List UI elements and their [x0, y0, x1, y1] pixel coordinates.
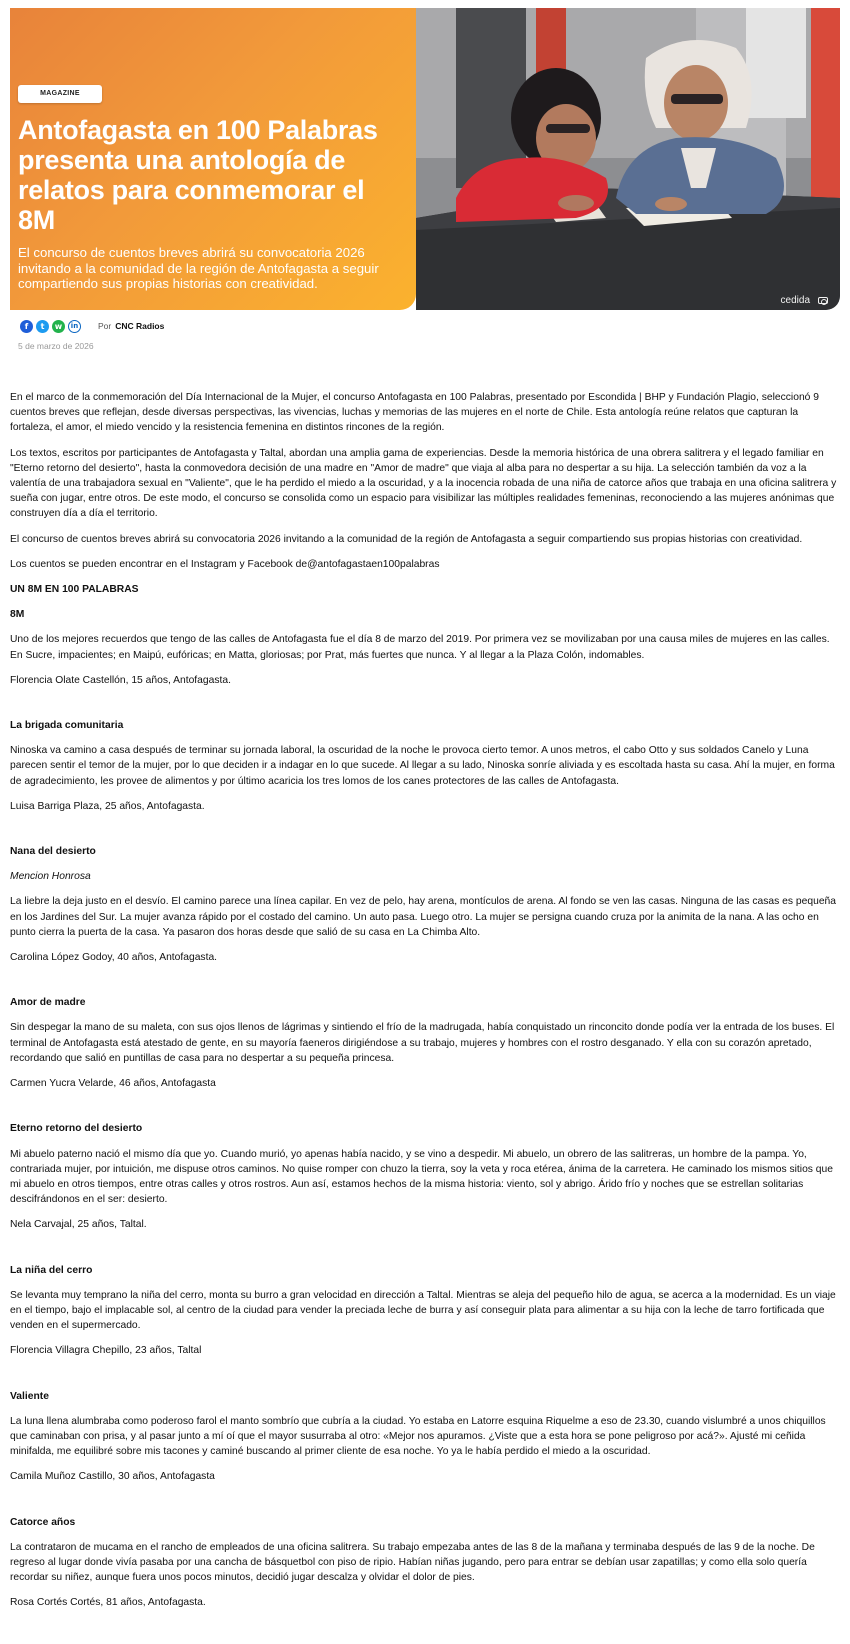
story-title: La brigada comunitaria [10, 720, 124, 732]
story-title: Eterno retorno del desierto [10, 1123, 143, 1135]
story-author: Carmen Yucra Velarde, 46 años, Antofagasta [10, 1078, 216, 1090]
story-body: La luna llena alumbraba como poderoso farol el manto sombrío que cubría a la ciudad. Yo estaba en Latorre esquina Riquelme a eso de 23.30, cuando vislumbré a unos chiquillos que caminaban con prisa, y al pasar junto a mí oí que el mayor susurraba al otro: «Mejor nos apuramos. ¿Viste que a esta hora se pone peligroso por acá?». Ajusté mi ceñida minifalda, me equilibré sobre mis tacones y caminé buscando al primer cliente de esa noche. Yo ya le había perdido el miedo a la oscuridad. [10, 1415, 826, 1458]
article-title: Antofagasta en 100 Palabras presenta una antología de relatos para conmemorar el 8M [18, 115, 378, 235]
intro-paragraph: Los cuentos se pueden encontrar en el Instagram y Facebook de@antofagastaen100palabras [10, 558, 440, 570]
category-badge[interactable]: MAGAZINE [18, 85, 102, 103]
photo-credit: cedida [780, 295, 810, 306]
intro-paragraph: En el marco de la conmemoración del Día Internacional de la Mujer, el concurso Antofagasta en 100 Palabras, presentado por Escondida | BHP y Fundación Plagio, seleccionó 9 cuentos breves que reflejan, desde diversas perspectivas, las vivencias, luchas y memorias de las mujeres en el norte de Chile. Esta antología reúne relatos que capturan la fortaleza, el amor, el miedo vencido y la resistencia femenina en distintos rincones de la región. [10, 392, 819, 434]
story-title: Valiente [10, 1390, 49, 1402]
story-title: Catorce años [10, 1516, 76, 1528]
story-body: Ninoska va camino a casa después de terminar su jornada laboral, la oscuridad de la noche le provoca cierto temor. A unos metros, el cabo Otto y sus soldados Canelo y Luna parecen sentir el temor de la mujer, por lo que deciden ir a indagar en lo que sucede. Al llegar a su lado, Ninoska sonríe aliviada y es escoltada hasta su casa. Ahí la mujer, en forma de agradecimiento, les provee de alimentos y por último acaricia los tres lomos de los canes protectores de las calles de Antofagasta. [10, 745, 835, 787]
story-author: Florencia Villagra Chepillo, 23 años, Taltal [10, 1345, 202, 1357]
story-body: La liebre la deja justo en el desvío. El camino parece una línea capilar. En vez de pelo, hay arena, montículos de arena. Al fondo se ven las casas. Ninguna de las casas es pequeña en los Jardines del Sur. La mujer avanza rápido por el costado del camino. Un auto pasa. Luego otro. La mujer se persigna cuando cruza por la animita de la nana. A las ocho en punto cierra la puerta de la casa. Ya pasaron dos horas desde que salió de su casa en La Chimba Alto. [10, 896, 836, 938]
story-author: Carolina López Godoy, 40 años, Antofagasta. [10, 952, 218, 964]
intro-paragraph: El concurso de cuentos breves abrirá su convocatoria 2026 invitando a la comunidad de la región de Antofagasta a seguir compartiendo sus propias historias con creatividad. [10, 533, 803, 545]
story-body: Mi abuelo paterno nació el mismo día que yo. Cuando murió, yo apenas había nacido, y se vino a despedir. Mi abuelo, un obrero de las salitreras, un hombre de la pampa. Yo, contrariada mujer, por intuición, me dispuse otros caminos. No quise romper con chuzo la tierra, soy la veta y roca etérea, ánima de la carretera. He caminado los mismos sitios que mi abuelo en otros tiempos, entre otras calles y otros rostros. Aun así, estamos hechos de la misma historia: viento, sol y abrigo. Árido frío y noches que se estrellan solitarias descifrándonos en el ser: desierto. [10, 1148, 833, 1206]
story-author: Nela Carvajal, 25 años, Taltal. [10, 1219, 147, 1231]
story-title: Nana del desierto [10, 846, 96, 858]
section-heading: UN 8M EN 100 PALABRAS [10, 584, 139, 596]
linkedin-icon[interactable]: in [68, 320, 81, 333]
twitter-icon[interactable]: t [36, 320, 49, 333]
article-body [10, 390, 840, 1621]
hero-banner [10, 8, 840, 310]
story-author: Luisa Barriga Plaza, 25 años, Antofagasta. [10, 800, 205, 812]
story-body: Sin despegar la mano de su maleta, con sus ojos llenos de lágrimas y sintiendo el frío de la madrugada, había conquistado un rinconcito donde podía ver la entrada de los buses. El terminal de Antofagasta está atestado de gente, en su mayoría faeneros dirigiéndose a su trabajo, mujeres y hombres con el rostro desganado. Y ella con su corazón apretado, recordando que salió en puntillas de casa para no despertar a su pequeña princesa. [10, 1022, 835, 1064]
intro-paragraph: Los textos, escritos por participantes de Antofagasta y Taltal, abordan una amplia gama de experiencias. Desde la memoria histórica de una obrera salitrera y el legado familiar en "Eterno retorno del desierto", hasta la conmovedora decisión de una madre en "Amor de madre" que viaja al alba para no despertar a su hija. La selección también da voz a la valentía de una trabajadora sexual en "Valiente", que le ha perdido el miedo a la oscuridad, y a la inocencia robada de una niña de catorce años que trabaja en una oficina salitrera y sueña con jugar, entre otros. De este modo, el concurso se consolida como un espacio para visibilizar las múltiples realidades femeninas, reconociendo a las mujeres anónimas que construyen día a día el territorio. [10, 447, 837, 520]
story-mention: Mencion Honrosa [10, 871, 91, 883]
story-title: Amor de madre [10, 997, 86, 1009]
story-body: Uno de los mejores recuerdos que tengo de las calles de Antofagasta fue el día 8 de marzo del 2019. Por primera vez se movilizaban por una causa miles de mujeres en las calles. En Sucre, impacientes; en Maipú, eufóricas; en Matta, gloriosas; por Prat, más fuertes que nunca. Y al llegar a la Plaza Colón, indomables. [10, 634, 830, 661]
story-body: La contrataron de mucama en el rancho de empleados de una oficina salitrera. Su trabajo empezaba antes de las 8 de la mañana y terminaba después de las 9 de la noche. De regreso al lugar donde vivía pasaba por una cancha de básquetbol con piso de ripio. Habían niñas jugando, pero para entrar se debían usar zapatillas; y como ella solo quería recordar su niñez, aunque fuera unos pocos minutos, decidió jugar descalza y olvidar el dolor de pies. [10, 1541, 815, 1584]
photo-illustration [416, 8, 840, 310]
byline-label: Por [98, 321, 112, 331]
byline [20, 318, 164, 334]
story-body: Se levanta muy temprano la niña del cerro, monta su burro a gran velocidad en dirección a Taltal. Mientras se aleja del pequeño hilo de agua, se acerca a la modernidad. Es un viaje en el tiempo, bajo el implacable sol, al centro de la ciudad para vender la preciada leche de burra y así conseguir plata para alimentar a su hija con la leche de tarro fortificada que venden en el supermercado. [10, 1289, 836, 1332]
publish-date: 5 de marzo de 2026 [18, 341, 94, 351]
author-name[interactable]: CNC Radios [115, 321, 165, 331]
story-title: 8M [10, 609, 25, 621]
whatsapp-icon[interactable]: w [52, 320, 65, 333]
story-author: Florencia Olate Castellón, 15 años, Antofagasta. [10, 674, 231, 686]
hero-photo [416, 8, 840, 310]
story-author: Rosa Cortés Cortés, 81 años, Antofagasta. [10, 1597, 206, 1609]
article-subtitle: El concurso de cuentos breves abrirá su convocatoria 2026 invitando a la comunidad de la región de Antofagasta a seguir compartiendo sus propias historias con creatividad. [18, 245, 379, 291]
story-author: Camila Muñoz Castillo, 30 años, Antofagasta [10, 1471, 215, 1483]
camera-icon[interactable] [818, 297, 828, 304]
facebook-icon[interactable]: f [20, 320, 33, 333]
story-title: La niña del cerro [10, 1264, 93, 1276]
hero-text-panel [10, 8, 416, 310]
